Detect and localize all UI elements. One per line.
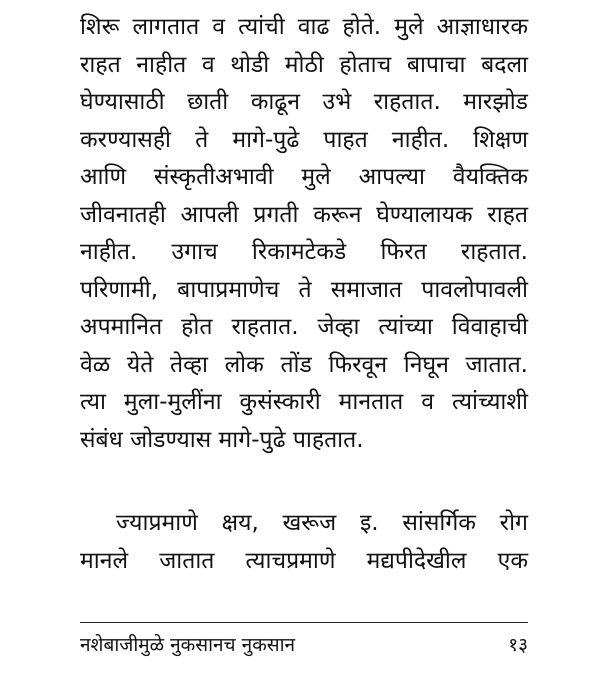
text-line: शिरू लागतात व त्यांची वाढ होते. मुले आज्ञाधारक: [80, 14, 528, 40]
text-line: राहत नाहीत व थोडी मोठी होताच बापाचा बदला: [80, 51, 528, 78]
paragraph: [80, 505, 528, 580]
text-line: त्या मुला-मुलींना कुसंस्कारी मानतात व त्यांच्याशी: [80, 389, 528, 415]
paragraph: [80, 9, 528, 459]
text-line: नाहीत. उगाच रिकामटेकडे फिरत राहतात.: [80, 239, 528, 265]
text-line: करण्यासही ते मागे-पुढे पाहत नाहीत. शिक्षण: [80, 126, 528, 153]
text-line: अपमानित होत राहतात. जेव्हा त्यांच्या विवाहाची: [80, 314, 528, 340]
text-line: आणि संस्कृतीअभावी मुले आपल्या वैयक्तिक: [80, 164, 528, 190]
text-line: वेळ येते तेव्हा लोक तोंड फिरवून निघून जातात.: [80, 351, 528, 378]
text-line: परिणामी, बापाप्रमाणेच ते समाजात पावलोपावली: [80, 276, 528, 303]
running-title: नशेबाजीमुळे नुकसानच नुकसान: [80, 634, 296, 656]
text-line: ज्याप्रमाणे क्षय, खरूज इ. सांसर्गिक रोग: [116, 510, 528, 536]
text-line: संबंध जोडण्यास मागे-पुढे पाहतात.: [80, 426, 364, 453]
page-number: १३: [508, 634, 528, 656]
page-footer: [80, 630, 528, 660]
text-line: मानले जातात त्याचप्रमाणे मद्यपीदेखील एक: [80, 547, 528, 574]
text-line: घेण्यासाठी छाती काढून उभे राहतात. मारझोड: [80, 89, 528, 115]
text-line: जीवनातही आपली प्रगती करून घेण्यालायक राहत: [80, 201, 528, 228]
footer-divider: [80, 622, 528, 623]
